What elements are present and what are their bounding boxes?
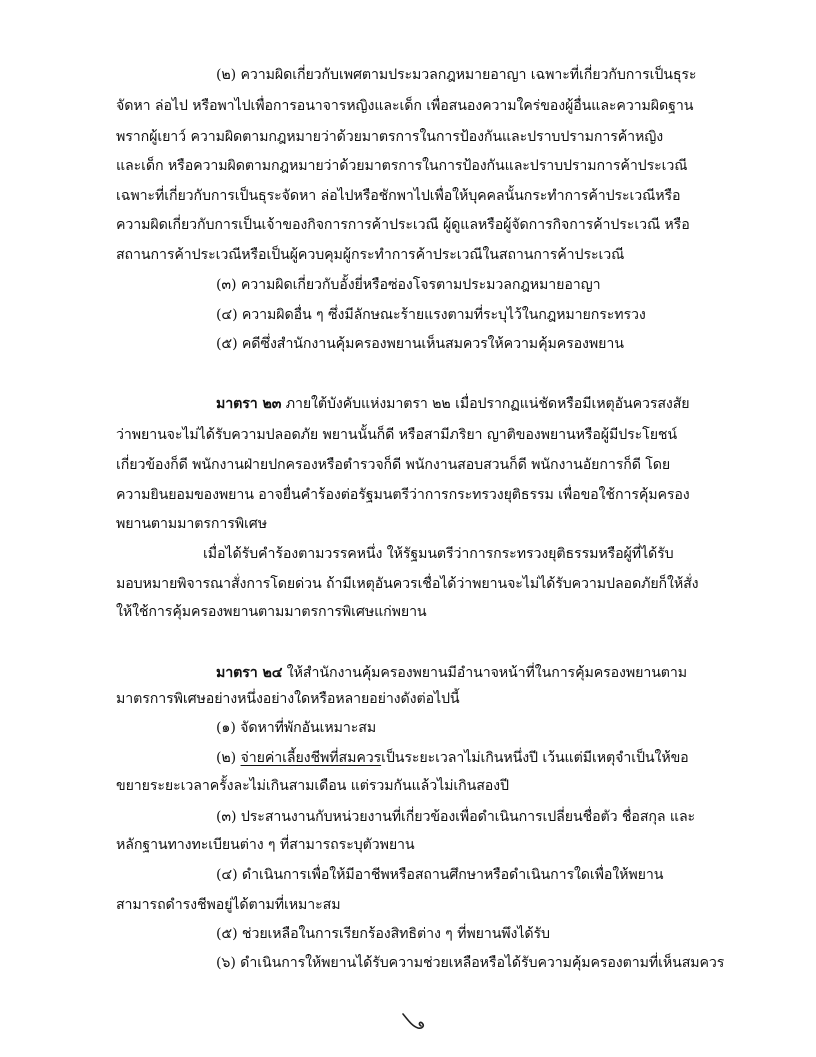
s24-first-line-text: ให้สำนักงานคุ้มครองพยานมีอำนาจหน้าที่ในการคุ้มครองพยานตาม — [282, 665, 688, 681]
s24-heading: มาตรา ๒๔ — [216, 665, 283, 681]
s22-item3: (๓) ความผิดเกี่ยวกับอั้งยี่หรือซ่องโจรตามประมวลกฎหมายอาญา — [216, 277, 601, 293]
s24-item1: (๑) จัดหาที่พักอันเหมาะสม — [216, 720, 377, 736]
s23-first-line — [216, 395, 690, 413]
s24-line2: มาตรการพิเศษอย่างหนึ่งอย่างใดหรือหลายอย่างดังต่อไปนี้ — [116, 691, 460, 707]
s23-para2-line2: มอบหมายพิจารณาสั่งการโดยด่วน ถ้ามีเหตุอันควรเชื่อได้ว่าพยานจะไม่ได้รับความปลอดภัยก็ให้สั่ง — [116, 576, 699, 592]
s22-item5: (๕) คดีซึ่งสำนักงานคุ้มครองพยานเห็นสมควรให้ความคุ้มครองพยาน — [216, 336, 624, 352]
s23-line2: ว่าพยานจะไม่ได้รับความปลอดภัย พยานนั้นก็ดี หรือสามีภริยา ญาติของพยานหรือผู้มีประโยชน์ — [116, 427, 678, 443]
s24-item2-prefix: (๒) — [216, 750, 241, 766]
s23-first-line-text: ภายใต้บังคับแห่งมาตรา ๒๒ เมื่อปรากฏแน่ชัดหรือมีเหตุอันควรสงสัย — [281, 396, 690, 412]
s22-item2-line7: สถานการค้าประเวณีหรือเป็นผู้ควบคุมผู้กระทำการค้าประเวณีในสถานการค้าประเวณี — [116, 247, 625, 263]
s22-item4: (๔) ความผิดอื่น ๆ ซึ่งมีลักษณะร้ายแรงตามที่ระบุไว้ในกฎหมายกระทรวง — [216, 307, 646, 323]
s23-line3: เกี่ยวข้องก็ดี พนักงานฝ่ายปกครองหรือตำรวจก็ดี พนักงานสอบสวนก็ดี พนักงานอัยการก็ดี โดย — [116, 457, 671, 473]
s24-item3-line2: หลักฐานทางทะเบียนต่าง ๆ ที่สามารถระบุตัวพยาน — [116, 837, 415, 853]
s24-item2-underlined: จ่ายค่าเลี้ยงชีพที่สมควร — [240, 750, 382, 766]
s23-line4: ความยินยอมของพยาน อาจยื่นคำร้องต่อรัฐมนตรีว่าการกระทรวงยุติธรรม เพื่อขอใช้การคุ้มครอง — [116, 487, 690, 503]
s24-item2-line2: ขยายระยะเวลาครั้งละไม่เกินสามเดือน แต่รวมกันแล้วไม่เกินสองปี — [116, 778, 509, 794]
s24-item6: (๖) ดำเนินการให้พยานได้รับความช่วยเหลือหรือได้รับความคุ้มครองตามที่เห็นสมควร — [216, 955, 725, 971]
s22-item2-line3: พรากผู้เยาว์ ความผิดตามกฎหมายว่าด้วยมาตรการในการป้องกันและปราบปรามการค้าหญิง — [116, 129, 664, 145]
s22-item2-line4: และเด็ก หรือความผิดตามกฎหมายว่าด้วยมาตรการในการป้องกันและปราบปรามการค้าประเวณี — [116, 158, 688, 174]
s23-line5: พยานตามมาตรการพิเศษ — [116, 516, 267, 532]
s24-item3-line1: (๓) ประสานงานกับหน่วยงานที่เกี่ยวข้องเพื่อดำเนินการเปลี่ยนชื่อตัว ชื่อสกุล และ — [216, 809, 696, 825]
s23-para2-line1: เมื่อได้รับคำร้องตามวรรคหนึ่ง ให้รัฐมนตรีว่าการกระทรวงยุติธรรมหรือผู้ที่ได้รับ — [203, 546, 674, 562]
s24-first-line — [216, 664, 687, 682]
s24-item4-line1: (๔) ดำเนินการเพื่อให้มีอาชีพหรือสถานศึกษาหรือดำเนินการใดเพื่อให้พยาน — [216, 867, 664, 883]
s24-item2-rest: เป็นระยะเวลาไม่เกินหนึ่งปี เว้นแต่มีเหตุจำเป็นให้ขอ — [381, 750, 689, 766]
s23-heading: มาตรา ๒๓ — [216, 396, 282, 412]
s22-item2-line2: จัดหา ล่อไป หรือพาไปเพื่อการอนาจารหญิงและเด็ก เพื่อสนองความใคร่ของผู้อื่นและความผิดฐาน — [116, 98, 694, 114]
s24-item2-line1 — [216, 749, 689, 767]
s23-para2-line3: ให้ใช้การคุ้มครองพยานตามมาตรการพิเศษแก่พยาน — [116, 604, 427, 620]
s22-item2-line5: เฉพาะที่เกี่ยวกับการเป็นธุระจัดหา ล่อไปหรือชักพาไปเพื่อให้บุคคลนั้นกระทำการค้าประเวณีหรือ — [116, 188, 681, 204]
s22-item2-line6: ความผิดเกี่ยวกับการเป็นเจ้าของกิจการการค้าประเวณี ผู้ดูแลหรือผู้จัดการกิจการค้าประเวณี หรือ — [116, 217, 690, 233]
s24-item5: (๕) ช่วยเหลือในการเรียกร้องสิทธิต่าง ๆ ที่พยานพึงได้รับ — [216, 926, 550, 942]
handwritten-mark-icon — [400, 1010, 430, 1036]
s24-item4-line2: สามารถดำรงชีพอยู่ได้ตามที่เหมาะสม — [116, 897, 341, 913]
s22-item2-line1: (๒) ความผิดเกี่ยวกับเพศตามประมวลกฎหมายอาญา เฉพาะที่เกี่ยวกับการเป็นธุระ — [216, 67, 697, 83]
